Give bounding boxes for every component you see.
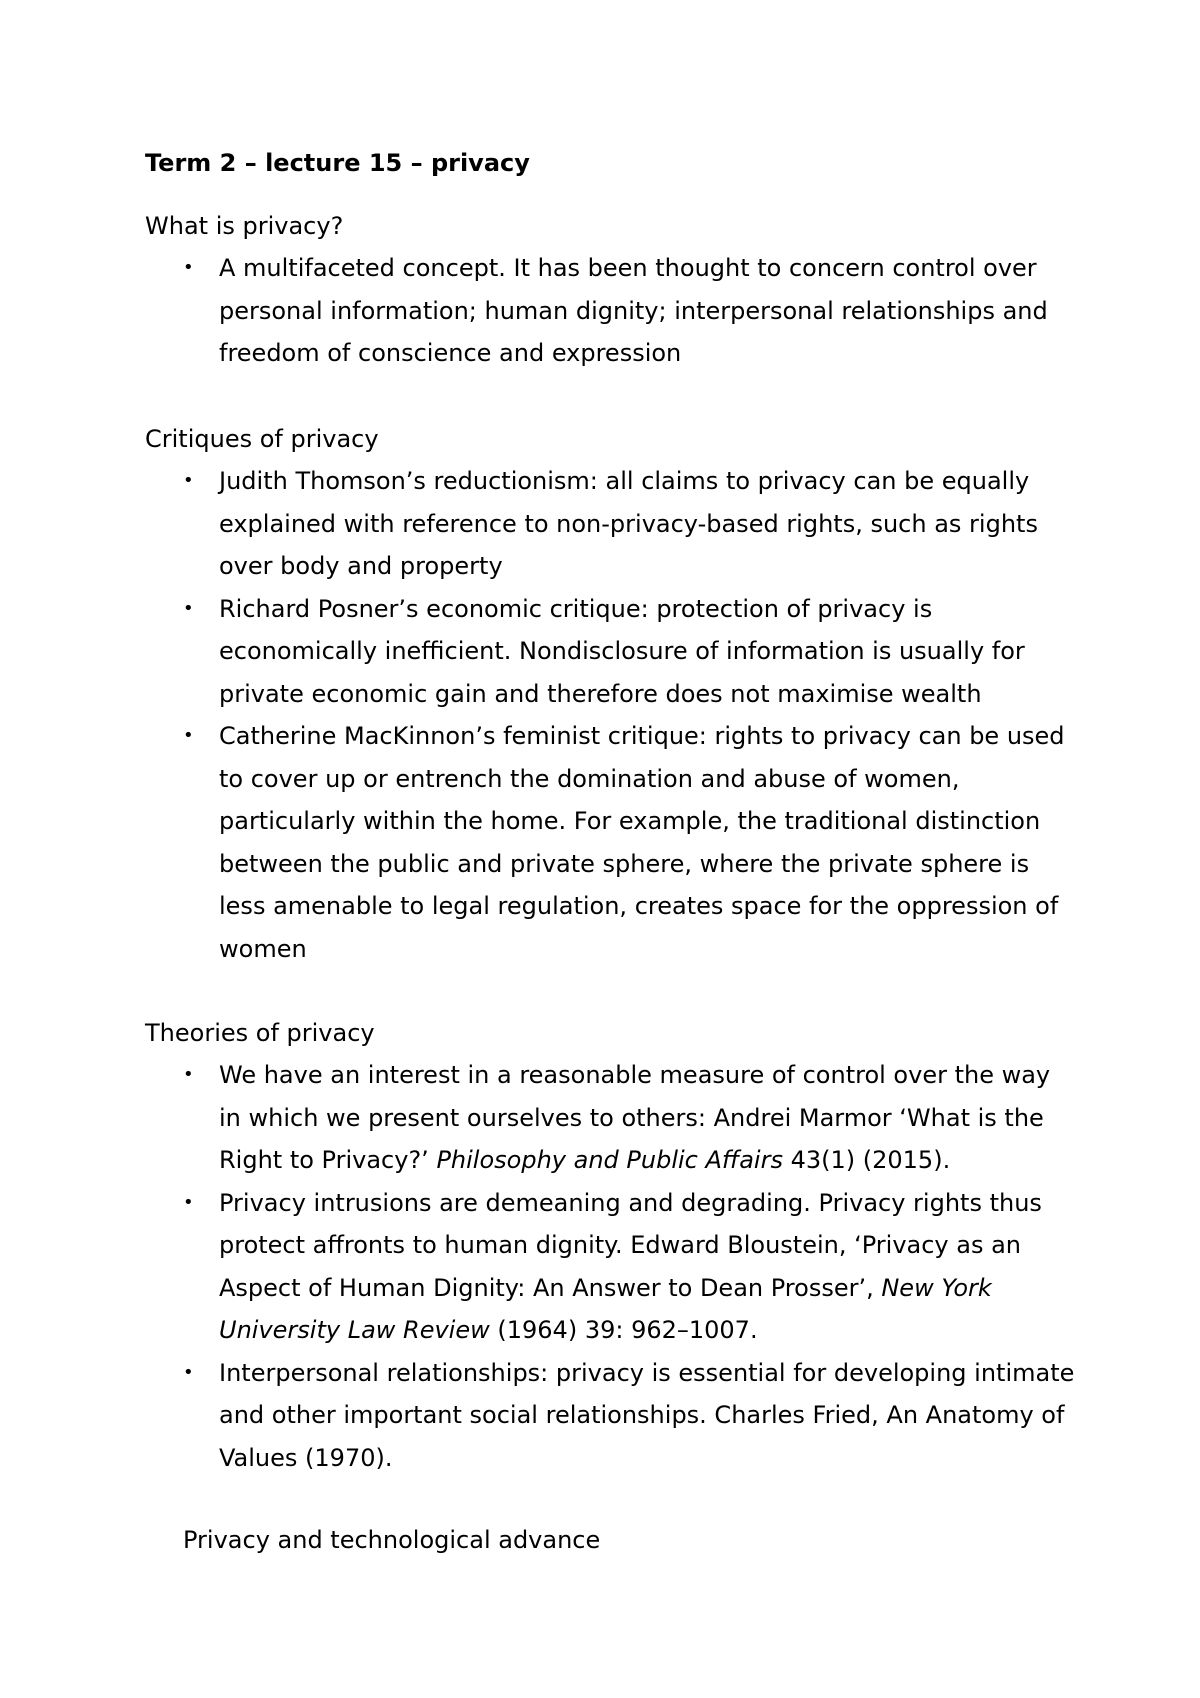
list-item	[145, 1054, 1075, 1182]
bullet-text-main: Privacy intrusions are demeaning and degrading. Privacy rights thus protect affronts to human dignity. Edward Bloustein, ‘Privacy as an Aspect of Human Dignity: An Answer to Dean Prosser’,	[219, 1188, 1042, 1302]
section-heading-what-is-privacy: What is privacy?	[145, 212, 344, 240]
citation-detail: 43(1) (2015).	[782, 1146, 951, 1174]
list-item	[145, 715, 1075, 970]
bullet-list-theories	[145, 1054, 1075, 1479]
bullet-icon: •	[183, 597, 194, 619]
page-title: Term 2 – lecture 15 – privacy	[145, 149, 530, 177]
bullet-text-main: We have an interest in a reasonable measure of control over the way in which we present ourselves to others: Andrei Marmor ‘What is the Right to Privacy?’	[219, 1061, 1051, 1174]
bullet-text: Judith Thomson’s reductionism: all claims to privacy can be equally explained with reference to non-privacy-based rights, such as rights over body and property	[219, 467, 1038, 580]
bullet-text: Catherine MacKinnon’s feminist critique: rights to privacy can be used to cover up or entrench the domination and abuse of women, particularly within the home. For example, the traditional distinction between the public and private sphere, where the private sphere is less amenable to legal regulation, creates space for the oppression of women	[219, 722, 1065, 963]
bullet-icon: •	[183, 257, 194, 278]
list-item	[145, 247, 1075, 375]
list-item	[145, 1182, 1075, 1352]
journal-title: New York University Law Review	[219, 1273, 992, 1344]
journal-title: Philosophy and Public Affairs	[436, 1146, 783, 1174]
list-item	[145, 460, 1075, 588]
list-item	[145, 1352, 1075, 1480]
bullet-icon: •	[183, 725, 194, 746]
bullet-text	[219, 1182, 1075, 1352]
bullet-icon: •	[183, 1361, 194, 1383]
section-heading-critiques-of-privacy: Critiques of privacy	[145, 425, 379, 453]
bullet-text: Interpersonal relationships: privacy is essential for developing intimate and other important social relationships. Charles Fried, An Anatomy of Values (1970).	[219, 1358, 1075, 1472]
citation-detail: (1964) 39: 962–1007.	[489, 1316, 758, 1344]
bullet-list-what-is-privacy	[145, 247, 1075, 375]
bullet-list-critiques	[145, 460, 1075, 970]
bullet-text: Richard Posner’s economic critique: protection of privacy is economically inefficient. Nondisclosure of information is usually for private economic gain and therefore does not maximise wealth	[219, 594, 1025, 708]
section-heading-theories-of-privacy: Theories of privacy	[145, 1019, 375, 1047]
bullet-icon: •	[183, 1064, 194, 1085]
section-heading-privacy-and-technological-advance: Privacy and technological advance	[183, 1526, 601, 1554]
bullet-text: A multifaceted concept. It has been thought to concern control over personal information; human dignity; interpersonal relationships and freedom of conscience and expression	[219, 254, 1048, 367]
bullet-icon: •	[183, 1191, 194, 1213]
list-item	[145, 588, 1075, 716]
bullet-icon: •	[183, 470, 194, 491]
bullet-text	[219, 1054, 1075, 1182]
